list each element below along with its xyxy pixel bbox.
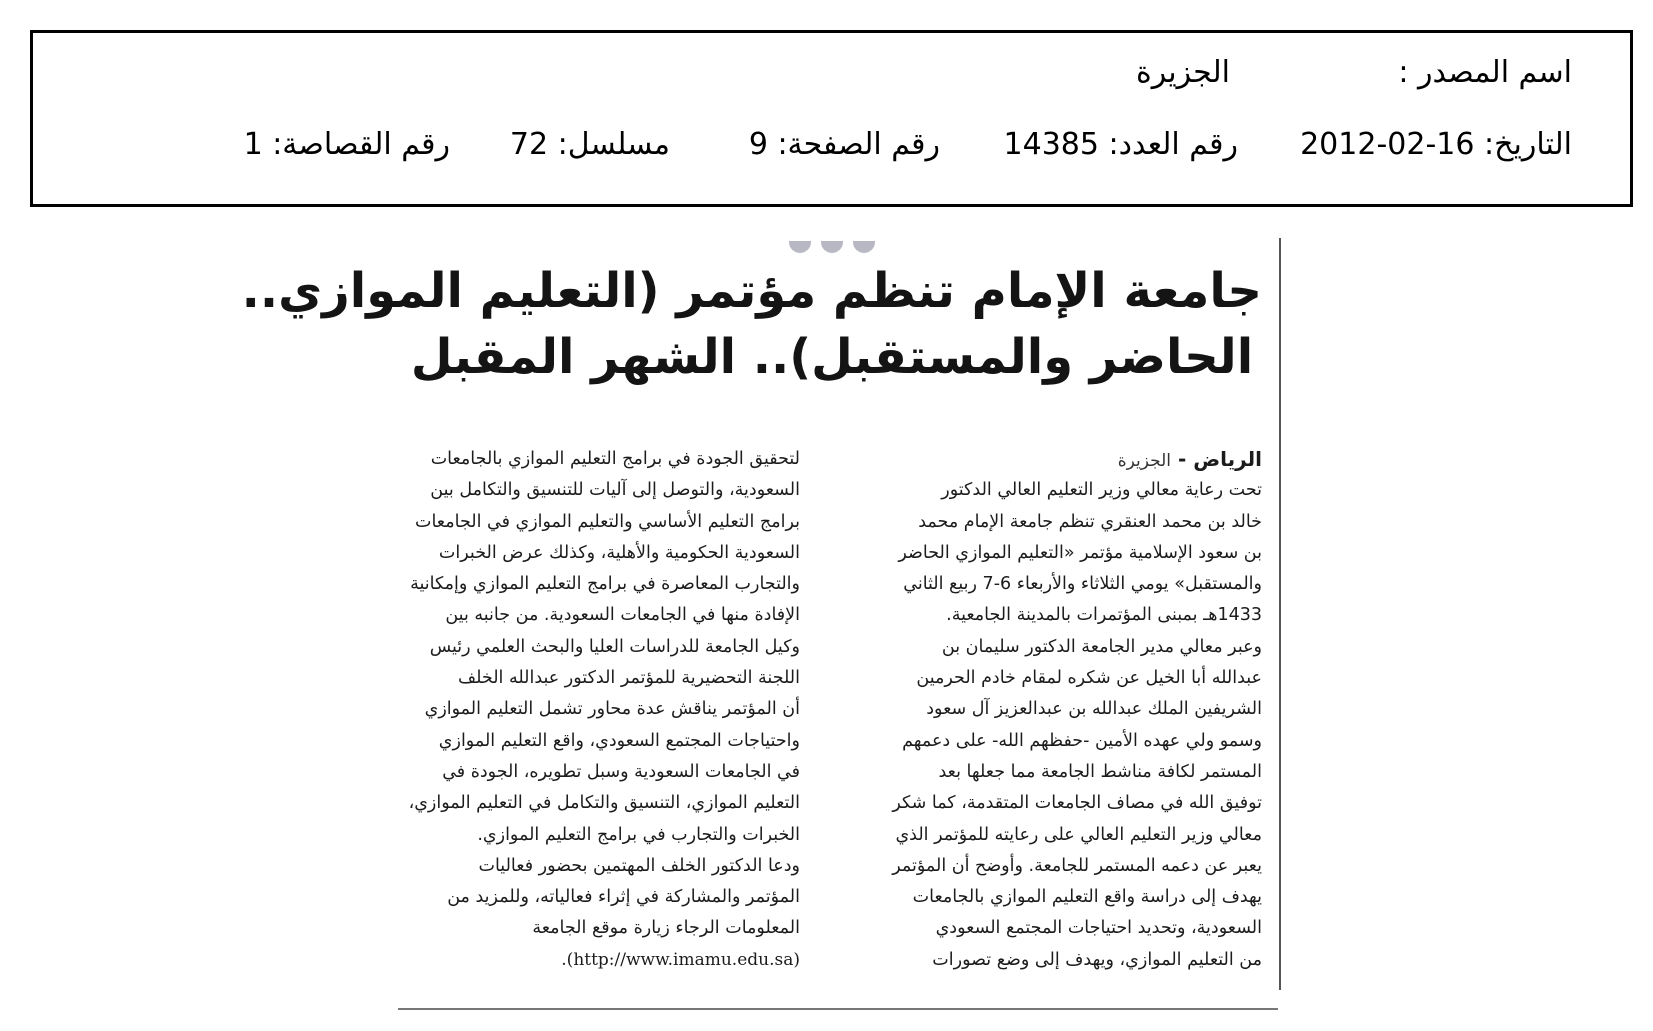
headline <box>241 258 1262 390</box>
article-text-line: وسمو ولي عهده الأمين -حفظهم الله- على دعمهم <box>902 730 1262 751</box>
article-text-line: السعودية، وتحديد احتياجات المجتمع السعودي <box>935 918 1262 939</box>
right-column-body <box>862 475 1262 976</box>
article-text-line: التعليم الموازي، التنسيق والتكامل في التعليم الموازي، <box>408 793 800 814</box>
article-text-line: وعبر معالي مدير الجامعة الدكتور سليمان بن <box>941 636 1262 657</box>
column-rule-right <box>1279 238 1281 990</box>
article-text-line: الإفادة منها في الجامعات السعودية. من جانبه بين <box>445 605 800 626</box>
clip-number-field: رقم القصاصة: 1 <box>243 127 450 162</box>
article-text-line: من التعليم الموازي، ويهدف إلى وضع تصورات <box>932 949 1262 970</box>
column-rule-bottom <box>398 1008 1278 1010</box>
article-text-line: توفيق الله في مصاف الجامعات المتقدمة، كما شكر <box>892 793 1262 814</box>
headline-line-1: جامعة الإمام تنظم مؤتمر (التعليم الموازي.. <box>241 263 1262 319</box>
article-text-line: الخبرات والتجارب في برامج التعليم الموازي. <box>477 824 800 845</box>
article-text-line: بن سعود الإسلامية مؤتمر «التعليم الموازي الحاضر <box>898 542 1262 563</box>
article-text-line: وكيل الجامعة للدراسات العليا والبحث العلمي رئيس <box>429 636 800 657</box>
article-text-line: اللجنة التحضيرية للمؤتمر الدكتور عبدالله الخلف <box>458 668 800 689</box>
article-text-line: تحت رعاية معالي وزير التعليم العالي الدكتور <box>941 480 1262 501</box>
headline-line-2: الحاضر والمستقبل).. الشهر المقبل <box>410 329 1254 385</box>
article-text-line: برامج التعليم الأساسي والتعليم الموازي في الجامعات <box>414 511 800 532</box>
serial-field: مسلسل: 72 <box>509 127 670 162</box>
article-text-line: ودعا الدكتور الخلف المهتمين بحضور فعاليات <box>478 855 800 876</box>
dot-icon <box>853 241 875 253</box>
article-text-line: والمستقبل» يومي الثلاثاء والأربعاء 6-7 ربيع الثاني <box>903 574 1262 595</box>
source-label: اسم المصدر : <box>1398 55 1572 90</box>
article-text-line: الشريفين الملك عبدالله بن عبدالعزيز آل سعود <box>926 699 1262 720</box>
dateline-source: الجزيرة <box>1117 451 1172 471</box>
source-value: الجزيرة <box>1135 55 1230 90</box>
article-column-right <box>862 444 1262 976</box>
article-text-line: السعودية الحكومية والأهلية، وكذلك عرض الخبرات <box>438 542 800 563</box>
article-text-line: يعبر عن دعمه المستمر للجامعة. وأوضح أن المؤتمر <box>892 855 1262 876</box>
article-text-line: المؤتمر والمشاركة في إثراء فعالياته، وللمزيد من <box>447 887 800 908</box>
article-column-left <box>398 444 800 976</box>
article-clipping <box>241 238 1278 1020</box>
decorative-dots <box>770 238 880 252</box>
article-text-line: لتحقيق الجودة في برامج التعليم الموازي بالجامعات <box>430 449 800 469</box>
dateline-city: الرياض - <box>1171 447 1262 471</box>
article-text-line: المستمر لكافة مناشط الجامعة مما جعلها بعد <box>938 761 1262 782</box>
metadata-box <box>30 30 1633 207</box>
dot-icon <box>789 241 811 253</box>
issue-number-field: رقم العدد: 14385 <box>1003 127 1238 162</box>
website-url: (http://www.imamu.edu.sa). <box>561 949 800 970</box>
date-field: التاريخ: 16-02-2012 <box>1300 127 1572 162</box>
article-text-line: المعلومات الرجاء زيارة موقع الجامعة <box>532 918 800 939</box>
article-text-line: عبدالله أبا الخيل عن شكره لمقام خادم الحرمين <box>916 668 1262 689</box>
article-text-line: يهدف إلى دراسة واقع التعليم الموازي بالجامعات <box>912 887 1262 908</box>
article-text-line: خالد بن محمد العنقري تنظم جامعة الإمام محمد <box>918 511 1262 532</box>
article-text-line: والتجارب المعاصرة في برامج التعليم الموازي وإمكانية <box>410 574 800 595</box>
article-text-line: 1433هـ بمبنى المؤتمرات بالمدينة الجامعية. <box>946 605 1262 626</box>
page-number-field: رقم الصفحة: 9 <box>748 127 940 162</box>
article-text-line: معالي وزير التعليم العالي على رعايته للمؤتمر الذي <box>895 824 1262 845</box>
dateline <box>862 444 1262 475</box>
left-column-body <box>398 444 800 945</box>
watermark-ring <box>1218 718 1653 906</box>
dot-icon <box>821 241 843 253</box>
article-text-line: أن المؤتمر يناقش عدة محاور تشمل التعليم الموازي <box>424 699 800 720</box>
article-text-line: في الجامعات السعودية وسبل تطويره، الجودة في <box>442 761 800 782</box>
article-text-line: السعودية، والتوصل إلى آليات للتنسيق والتكامل بين <box>430 480 800 501</box>
article-text-line: واحتياجات المجتمع السعودي، واقع التعليم الموازي <box>438 730 800 751</box>
